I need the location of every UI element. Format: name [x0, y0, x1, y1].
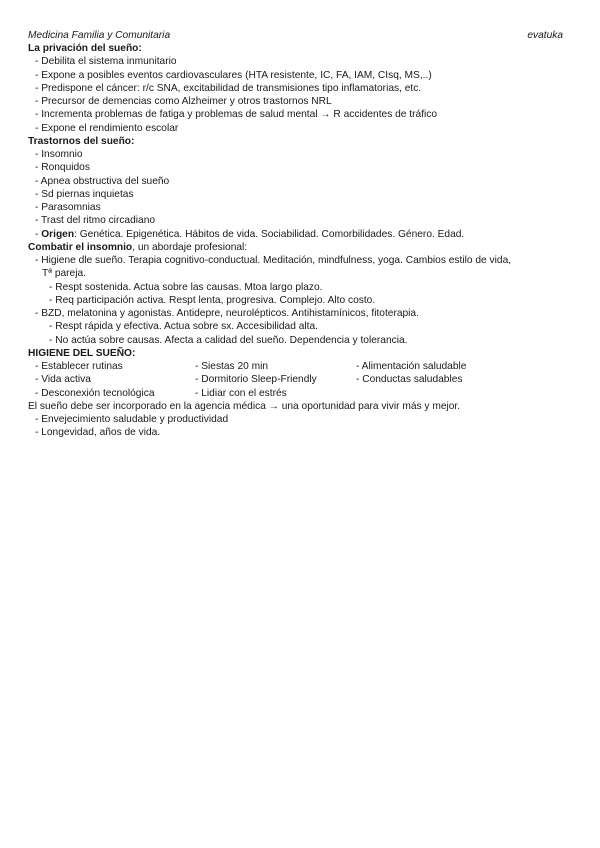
list-item: - Parasomnias: [35, 202, 101, 213]
higiene-row: [28, 360, 570, 373]
list-item-continuation: Tª pareja.: [42, 268, 86, 280]
origen-label: Origen: [41, 228, 75, 240]
list-item: - Debilita el sistema inmunitario: [35, 56, 177, 68]
higiene-cell: - Vida activa: [35, 374, 91, 386]
list-item: - Higiene dle sueño. Terapia cognitivo-conductual. Meditación, mindfulness, yoga. Cambios estilo de vida,: [35, 255, 512, 266]
list-item: - Trast del ritmo circadiano: [35, 215, 156, 227]
list-item: - Predispone el cáncer: r/c SNA, excitabilidad de transmisiones tipo inflamatorias, etc.: [35, 82, 422, 94]
higiene-cell: - Alimentación saludable: [356, 361, 467, 372]
higiene-cell: - Conductas saludables: [356, 374, 463, 386]
page-header: [28, 29, 570, 42]
section-title-higiene: HIGIENE DEL SUEÑO:: [28, 347, 136, 359]
conclusion-text: El sueño debe ser incorporado en la agencia médica → una oportunidad para vivir más y mejor.: [28, 400, 461, 412]
higiene-cell: - Siestas 20 min: [195, 361, 269, 372]
list-item: - Longevidad, años de vida.: [35, 427, 161, 439]
list-item-origen: [28, 228, 570, 241]
section-title-trastornos: Trastornos del sueño:: [28, 135, 135, 147]
origen-text: : Genética. Epigenética. Hábitos de vida. Sociabilidad. Comorbilidades. Género. Edad.: [74, 228, 465, 240]
sub-list-item: - No actúa sobre causas. Afecta a calidad del sueño. Dependencia y tolerancia.: [49, 334, 408, 346]
list-item: - Incrementa problemas de fatiga y problemas de salud mental → R accidentes de tráfico: [35, 109, 438, 121]
higiene-cell: - Establecer rutinas: [35, 361, 123, 372]
higiene-cell: - Desconexión tecnológica: [35, 387, 155, 399]
header-author: evatuka: [527, 30, 563, 41]
list-item: - Sd piernas inquietas: [35, 188, 134, 200]
list-item: - Apnea obstructiva del sueño: [35, 175, 170, 187]
list-item: - Expone a posibles eventos cardiovasculares (HTA resistente, IC, FA, IAM, CIsq, MS,..): [35, 69, 432, 81]
list-item: - Expone el rendimiento escolar: [35, 122, 179, 134]
list-item: - Envejecimiento saludable y productividad: [35, 414, 229, 425]
higiene-row: [28, 373, 570, 386]
section-title-insomnio: [28, 241, 570, 254]
document-page: [28, 29, 570, 440]
higiene-row: [28, 387, 570, 400]
higiene-cell: - Lidiar con el estrés: [195, 387, 287, 399]
list-item: - Insomnio: [35, 149, 83, 160]
header-subject: Medicina Familia y Comunitaria: [28, 30, 171, 41]
list-item: - Ronquidos: [35, 162, 90, 174]
sub-list-item: - Respt rápida y efectiva. Actua sobre sx. Accesibilidad alta.: [49, 321, 318, 333]
sub-list-item: - Respt sostenida. Actua sobre las causas. Mtoa largo plazo.: [49, 281, 323, 293]
insomnio-title-bold: Combatir el insomnio: [28, 241, 133, 253]
sub-list-item: - Req participación activa. Respt lenta, progresiva. Complejo. Alto costo.: [49, 294, 376, 306]
insomnio-title-rest: , un abordaje profesional:: [132, 241, 248, 253]
origen-prefix: -: [35, 228, 42, 240]
list-item: - BZD, melatonina y agonistas. Antidepre, neurolépticos. Antihistamínicos, fitoterapia.: [35, 308, 419, 319]
list-item: - Precursor de demencias como Alzheimer y otros trastornos NRL: [35, 96, 332, 107]
higiene-cell: - Dormitorio Sleep-Friendly: [195, 374, 317, 386]
section-title-privacion: La privación del sueño:: [28, 43, 142, 54]
